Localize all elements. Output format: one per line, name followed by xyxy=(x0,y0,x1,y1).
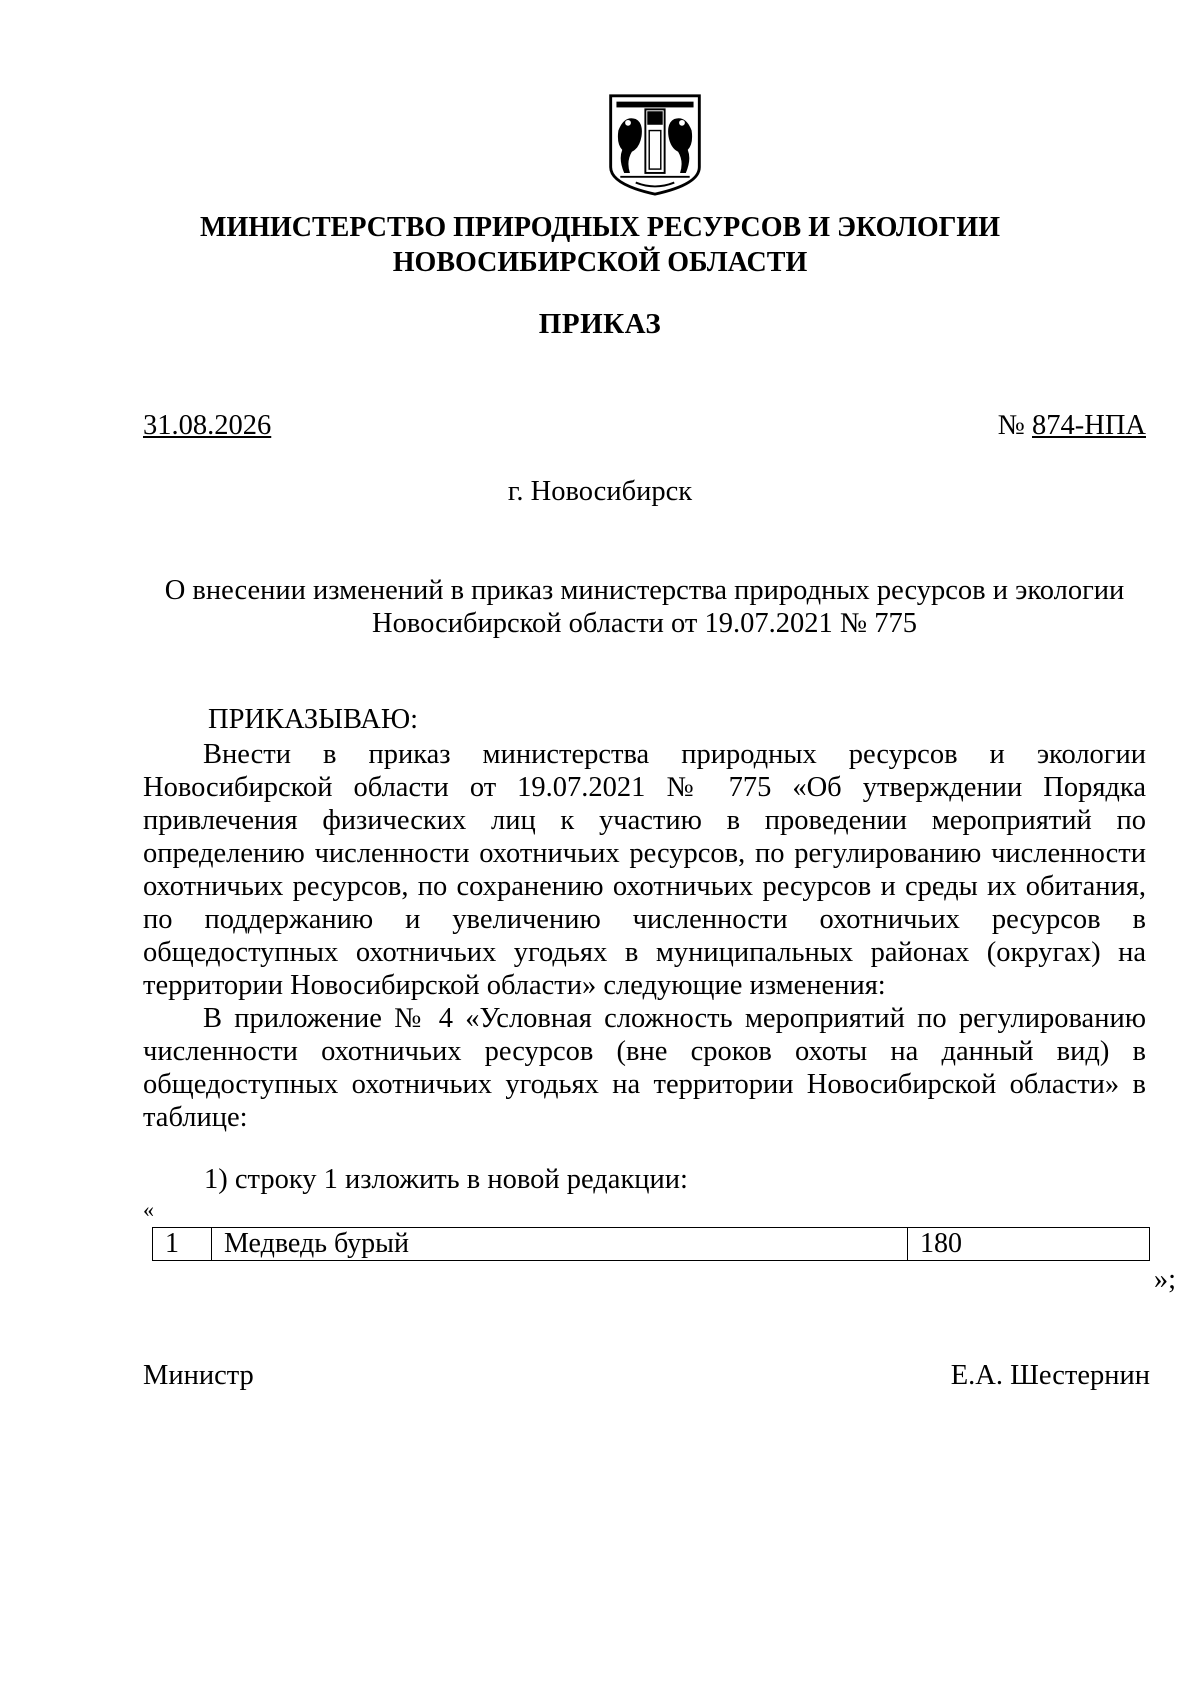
body-paragraph-1: Внести в приказ министерства природных ресурсов и экологии Новосибирской области от 19.07.2021 № 775 «Об утверждении Порядка привлечения физических лиц к участию в проведении мероприятий по определению численности охотничьих ресурсов, по регулированию численности охотничьих ресурсов, по сохранению охотничьих ресурсов и среды их обитания, по поддержанию и увеличению численности охотничьих ресурсов в общедоступных охотничьих угодьях в муниципальных районах (округах) на территории Новосибирской области» следующие изменения: xyxy=(143,739,1146,1001)
table-cell-value: 180 xyxy=(908,1228,1150,1261)
document-city: г. Новосибирск xyxy=(507,476,693,507)
amendment-table xyxy=(152,1227,1150,1261)
signer-position: Министр xyxy=(143,1360,254,1391)
document-body xyxy=(143,738,1146,1134)
document-subject xyxy=(143,574,1146,640)
document-number-value: 874-НПА xyxy=(1032,410,1146,441)
document-type: ПРИКАЗ xyxy=(538,308,662,340)
amendment-item-1: 1) строку 1 изложить в новой редакции: xyxy=(204,1164,688,1195)
document-number xyxy=(998,410,1146,442)
order-word: ПРИКАЗЫВАЮ: xyxy=(208,704,419,735)
table-cell-number: 1 xyxy=(153,1228,212,1261)
quote-close: »; xyxy=(1153,1264,1176,1295)
body-paragraph-2: В приложение № 4 «Условная сложность мероприятий по регулированию численности охотничьих ресурсов (вне сроков охоты на данный вид) в общедоступных охотничьих угодьях на территории Новосибирской области» в таблице: xyxy=(143,1003,1146,1133)
signer-name: Е.А. Шестернин xyxy=(950,1360,1150,1391)
quote-open: « xyxy=(143,1197,154,1222)
coat-of-arms-icon xyxy=(606,92,704,198)
document-date: 31.08.2026 xyxy=(143,410,272,441)
document-number-prefix: № xyxy=(997,410,1032,441)
ministry-title-line1: МИНИСТЕРСТВО ПРИРОДНЫХ РЕСУРСОВ И ЭКОЛОГИИ xyxy=(200,212,1000,243)
ministry-title xyxy=(0,210,1200,280)
subject-line2: Новосибирской области от 19.07.2021 № 775 xyxy=(372,608,917,639)
table-cell-name: Медведь бурый xyxy=(212,1228,908,1261)
table-row xyxy=(153,1228,1150,1261)
subject-line1: О внесении изменений в приказ министерства природных ресурсов и экологии xyxy=(164,575,1125,606)
ministry-title-line2: НОВОСИБИРСКОЙ ОБЛАСТИ xyxy=(392,247,808,278)
